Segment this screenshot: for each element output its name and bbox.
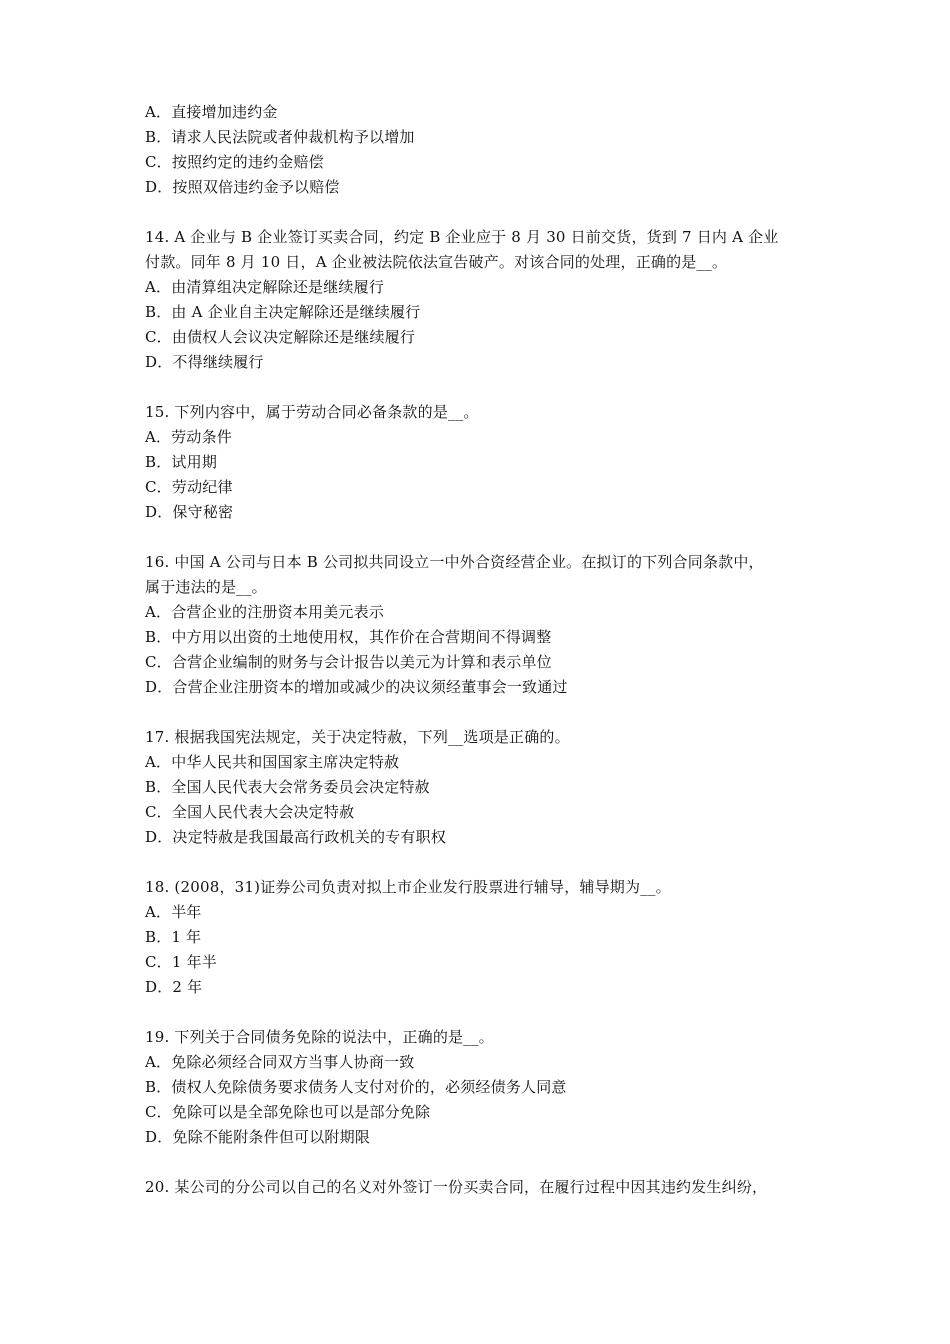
answer-option: A．合营企业的注册资本用美元表示 (145, 603, 385, 621)
answer-option: A．劳动条件 (145, 428, 233, 446)
answer-option: B．请求人民法院或者仲裁机构予以增加 (145, 128, 415, 146)
question-stem (145, 1025, 815, 1050)
question-block (145, 1025, 815, 1150)
question-block (145, 550, 815, 700)
question-stem-line: 18. (2008，31)证券公司负责对拟上市企业发行股票进行辅导，辅导期为__。 (145, 878, 671, 896)
question-block (145, 100, 815, 200)
question-block (145, 400, 815, 525)
question-block (145, 1175, 815, 1200)
question-stem-line: 17. 根据我国宪法规定，关于决定特赦，下列__选项是正确的。 (145, 728, 570, 746)
answer-options (145, 900, 815, 1000)
answer-options (145, 600, 815, 700)
question-block (145, 875, 815, 1000)
answer-option: D．保守秘密 (145, 503, 234, 521)
answer-option: A．中华人民共和国国家主席决定特赦 (145, 753, 400, 771)
answer-option: B．由 A 企业自主决定解除还是继续履行 (145, 303, 421, 321)
answer-option: C．合营企业编制的财务与会计报告以美元为计算和表示单位 (145, 653, 552, 671)
answer-option: B．全国人民代表大会常务委员会决定特赦 (145, 778, 430, 796)
answer-option: D．2 年 (145, 978, 203, 996)
answer-option: C．劳动纪律 (145, 478, 233, 496)
question-block (145, 725, 815, 850)
question-stem-line: 14. A 企业与 B 企业签订买卖合同，约定 B 企业应于 8 月 30 日前交货，货到 7 日内 A 企业 (145, 228, 779, 246)
question-stem-line: 16. 中国 A 公司与日本 B 公司拟共同设立一中外合资经营企业。在拟订的下列合同条款中， (145, 553, 764, 571)
answer-option: B．试用期 (145, 453, 218, 471)
question-stem (145, 400, 815, 425)
question-stem (145, 225, 815, 275)
answer-option: B．债权人免除债务要求债务人支付对价的，必须经债务人同意 (145, 1078, 567, 1096)
answer-option: B．1 年 (145, 928, 202, 946)
question-block (145, 225, 815, 375)
answer-option: D．决定特赦是我国最高行政机关的专有职权 (145, 828, 447, 846)
answer-options (145, 1050, 815, 1150)
question-stem (145, 550, 815, 600)
answer-option: C．按照约定的违约金赔偿 (145, 153, 324, 171)
answer-option: A．由清算组决定解除还是继续履行 (145, 278, 385, 296)
answer-options (145, 100, 815, 200)
answer-option: A．直接增加违约金 (145, 103, 278, 121)
answer-option: C．免除可以是全部免除也可以是部分免除 (145, 1103, 431, 1121)
question-stem-line: 20. 某公司的分公司以自己的名义对外签订一份买卖合同，在履行过程中因其违约发生纠纷， (145, 1178, 768, 1196)
question-stem (145, 725, 815, 750)
question-stem-line: 付款。同年 8 月 10 日，A 企业被法院依法宣告破产。对该合同的处理，正确的是__。 (145, 253, 728, 271)
answer-option: C．1 年半 (145, 953, 217, 971)
question-stem (145, 875, 815, 900)
answer-option: D．按照双倍违约金予以赔偿 (145, 178, 340, 196)
answer-option: D．免除不能附条件但可以附期限 (145, 1128, 371, 1146)
exam-questions (145, 100, 815, 1225)
answer-option: B．中方用以出资的土地使用权，其作价在合营期间不得调整 (145, 628, 552, 646)
answer-option: C．全国人民代表大会决定特赦 (145, 803, 355, 821)
question-stem-line: 19. 下列关于合同债务免除的说法中，正确的是__。 (145, 1028, 494, 1046)
question-stem-line: 属于违法的是__。 (145, 578, 267, 596)
answer-option: D．不得继续履行 (145, 353, 264, 371)
question-stem (145, 1175, 815, 1200)
answer-options (145, 425, 815, 525)
answer-option: C．由债权人会议决定解除还是继续履行 (145, 328, 416, 346)
answer-option: A．免除必须经合同双方当事人协商一致 (145, 1053, 415, 1071)
answer-option: D．合营企业注册资本的增加或减少的决议须经董事会一致通过 (145, 678, 568, 696)
answer-options (145, 275, 815, 375)
answer-options (145, 750, 815, 850)
question-stem-line: 15. 下列内容中，属于劳动合同必备条款的是__。 (145, 403, 479, 421)
answer-option: A．半年 (145, 903, 202, 921)
